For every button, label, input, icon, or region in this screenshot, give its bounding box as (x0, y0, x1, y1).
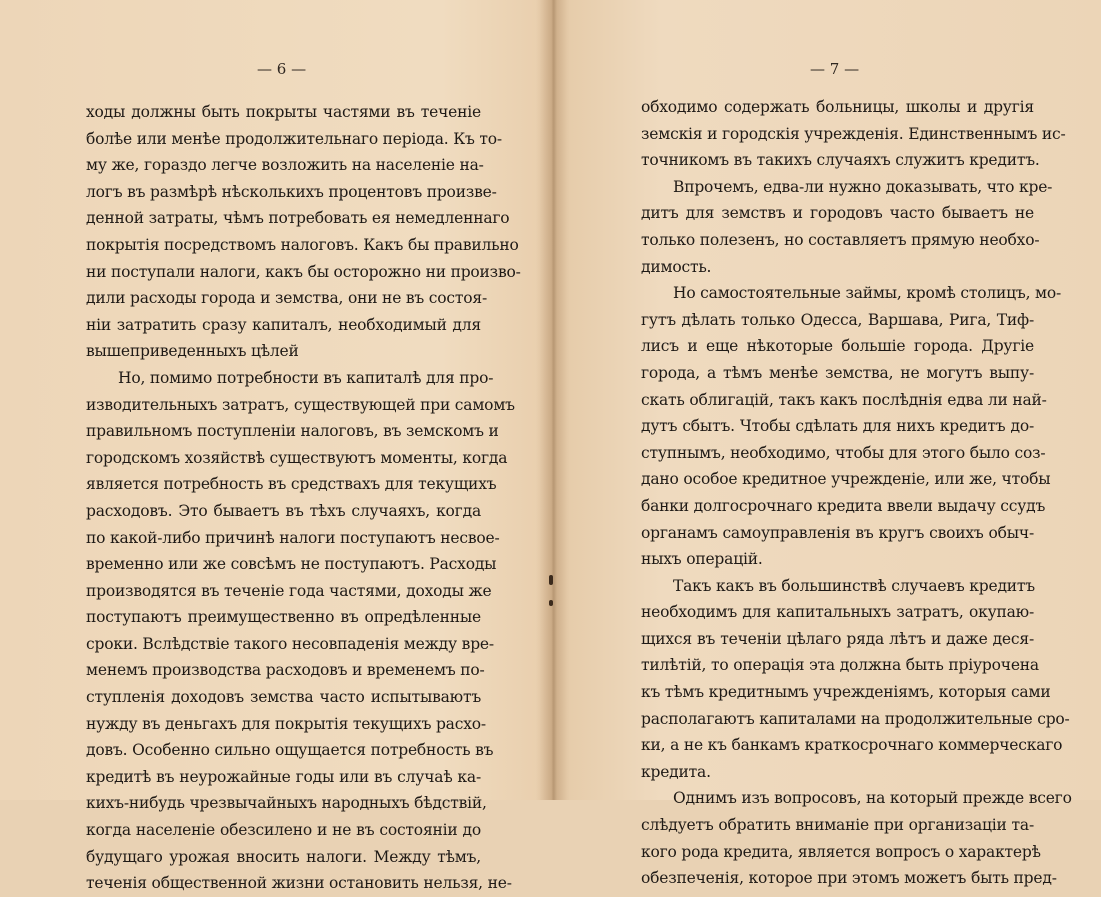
text-line: ки, а не къ банкамъ краткосрочнаго коммерческаго (641, 736, 1063, 755)
text-line: му же, гораздо легче возложить на населеніе на- (86, 156, 484, 175)
text-line: лисъ и еще нѣкоторые большіе города. Другіе (641, 337, 1034, 356)
text-line: болѣе или менѣе продолжительнаго періода. Къ то- (86, 129, 502, 148)
text-line: необходимъ для капитальныхъ затратъ, окупаю- (641, 603, 1034, 622)
text-line: кихъ-нибудь чрезвычайныхъ народныхъ бѣдствій, (86, 794, 487, 813)
text-line: гутъ дѣлать только Одесса, Варшава, Рига, Тиф- (641, 310, 1034, 329)
text-line: города, а тѣмъ менѣе земства, не могутъ выпу- (641, 363, 1034, 382)
text-line: кого рода кредита, является вопросъ о характерѣ (641, 842, 1041, 861)
text-line: производятся въ теченіе года частями, доходы же (86, 581, 492, 600)
text-line: Впрочемъ, едва-ли нужно доказывать, что кре- (673, 177, 1053, 196)
text-line: Такъ какъ въ большинствѣ случаевъ кредитъ (673, 576, 1035, 595)
text-line: тилѣтій, то операція эта должна быть пріурочена (641, 656, 1039, 675)
text-line: изводительныхъ затратъ, существующей при самомъ (86, 395, 515, 414)
text-line: правильномъ поступленіи налоговъ, въ земскомъ и (86, 422, 499, 441)
text-line: сроки. Вслѣдствіе такого несовпаденія между вре- (86, 634, 494, 653)
text-line: когда населеніе обезсилено и не въ состояніи до (86, 821, 481, 840)
right-page (552, 0, 1101, 888)
text-line: къ тѣмъ кредитнымъ учрежденіямъ, которыя сами (641, 683, 1051, 702)
text-line: ныхъ операцій. (641, 550, 763, 569)
text-line: ступнымъ, необходимо, чтобы для этого было соз- (641, 443, 1046, 462)
text-line: слѣдуетъ обратить вниманіе при организаціи та- (641, 816, 1034, 835)
text-line: вышеприведенныхъ цѣлей (86, 342, 299, 361)
text-line: поступаютъ преимущественно въ опредѣленные (86, 608, 481, 627)
text-line: кредитѣ въ неурожайные годы или въ случаѣ ка- (86, 767, 481, 786)
text-line: денной затраты, чѣмъ потребовать ея немедленнаго (86, 209, 510, 228)
text-line: обходимо содержать больницы, школы и другія (641, 98, 1034, 116)
text-line: дано особое кредитное учрежденіе, или же, чтобы (641, 470, 1051, 489)
text-line: земскія и городскія учрежденія. Единственнымъ ис- (641, 124, 1066, 143)
text-line: городскомъ хозяйствѣ существуютъ моменты, когда (86, 448, 508, 467)
text-line: будущаго урожая вносить налоги. Между тѣмъ, (86, 847, 481, 866)
text-line: обезпеченія, которое при этомъ можетъ быть пред- (641, 869, 1057, 888)
text-line: органамъ самоуправленія въ кругъ своихъ обыч- (641, 523, 1034, 542)
text-line: дили расходы города и земства, они не въ состоя- (86, 289, 488, 308)
text-line: логъ въ размѣрѣ нѣсколькихъ процентовъ произве- (86, 182, 497, 201)
text-line: кредита. (641, 762, 711, 781)
text-line: менемъ производства расходовъ и временемъ по- (86, 661, 485, 680)
text-line: ступленія доходовъ земства часто испытываютъ (86, 688, 481, 707)
page-number: — 6 — (257, 60, 307, 78)
text-line: только полезенъ, но составляетъ прямую необхо- (641, 230, 1040, 249)
left-page-text (86, 99, 521, 897)
text-line: скать облигацій, такъ какъ послѣднія едва ли най- (641, 390, 1047, 409)
text-line: щихся въ теченіи цѣлаго ряда лѣтъ и даже деся- (641, 629, 1034, 648)
text-line: Но самостоятельные займы, кромѣ столицъ, мо- (673, 284, 1062, 303)
left-page (0, 0, 550, 893)
text-line: довъ. Особенно сильно ощущается потребность въ (86, 741, 494, 760)
text-line: является потребность въ средствахъ для текущихъ (86, 475, 497, 494)
text-line: дутъ сбытъ. Чтобы сдѣлать для нихъ кредитъ до- (641, 417, 1034, 436)
text-line: располагаютъ капиталами на продолжительные сро- (641, 709, 1070, 728)
text-line: временно или же совсѣмъ не поступаютъ. Расходы (86, 555, 497, 574)
text-line: расходовъ. Это бываетъ въ тѣхъ случаяхъ, когда (86, 501, 481, 520)
text-line: Однимъ изъ вопросовъ, на который прежде всего (673, 789, 1072, 808)
text-line: Но, помимо потребности въ капиталѣ для про- (118, 368, 494, 387)
text-line: ніи затратить сразу капиталъ, необходимый для (86, 315, 481, 334)
text-line: покрытія посредствомъ налоговъ. Какъ бы правильно (86, 235, 519, 254)
text-line: точникомъ въ такихъ случаяхъ служитъ кредитъ. (641, 151, 1040, 170)
text-line: димость. (641, 257, 712, 276)
text-line: дитъ для земствъ и городовъ часто бываетъ не (641, 204, 1034, 223)
text-line: по какой-либо причинѣ налоги поступаютъ несвое- (86, 528, 500, 547)
text-line: ходы должны быть покрыты частями въ теченіе (86, 103, 481, 121)
page-number: — 7 — (810, 60, 860, 78)
right-page-text (641, 94, 1072, 892)
text-line: нужду въ деньгахъ для покрытія текущихъ расхо- (86, 714, 486, 733)
text-line: ни поступали налоги, какъ бы осторожно ни произво- (86, 262, 521, 281)
text-line: банки долгосрочнаго кредита ввели выдачу ссудъ (641, 496, 1046, 515)
text-line: теченія общественной жизни остановить нельзя, не- (86, 874, 512, 893)
